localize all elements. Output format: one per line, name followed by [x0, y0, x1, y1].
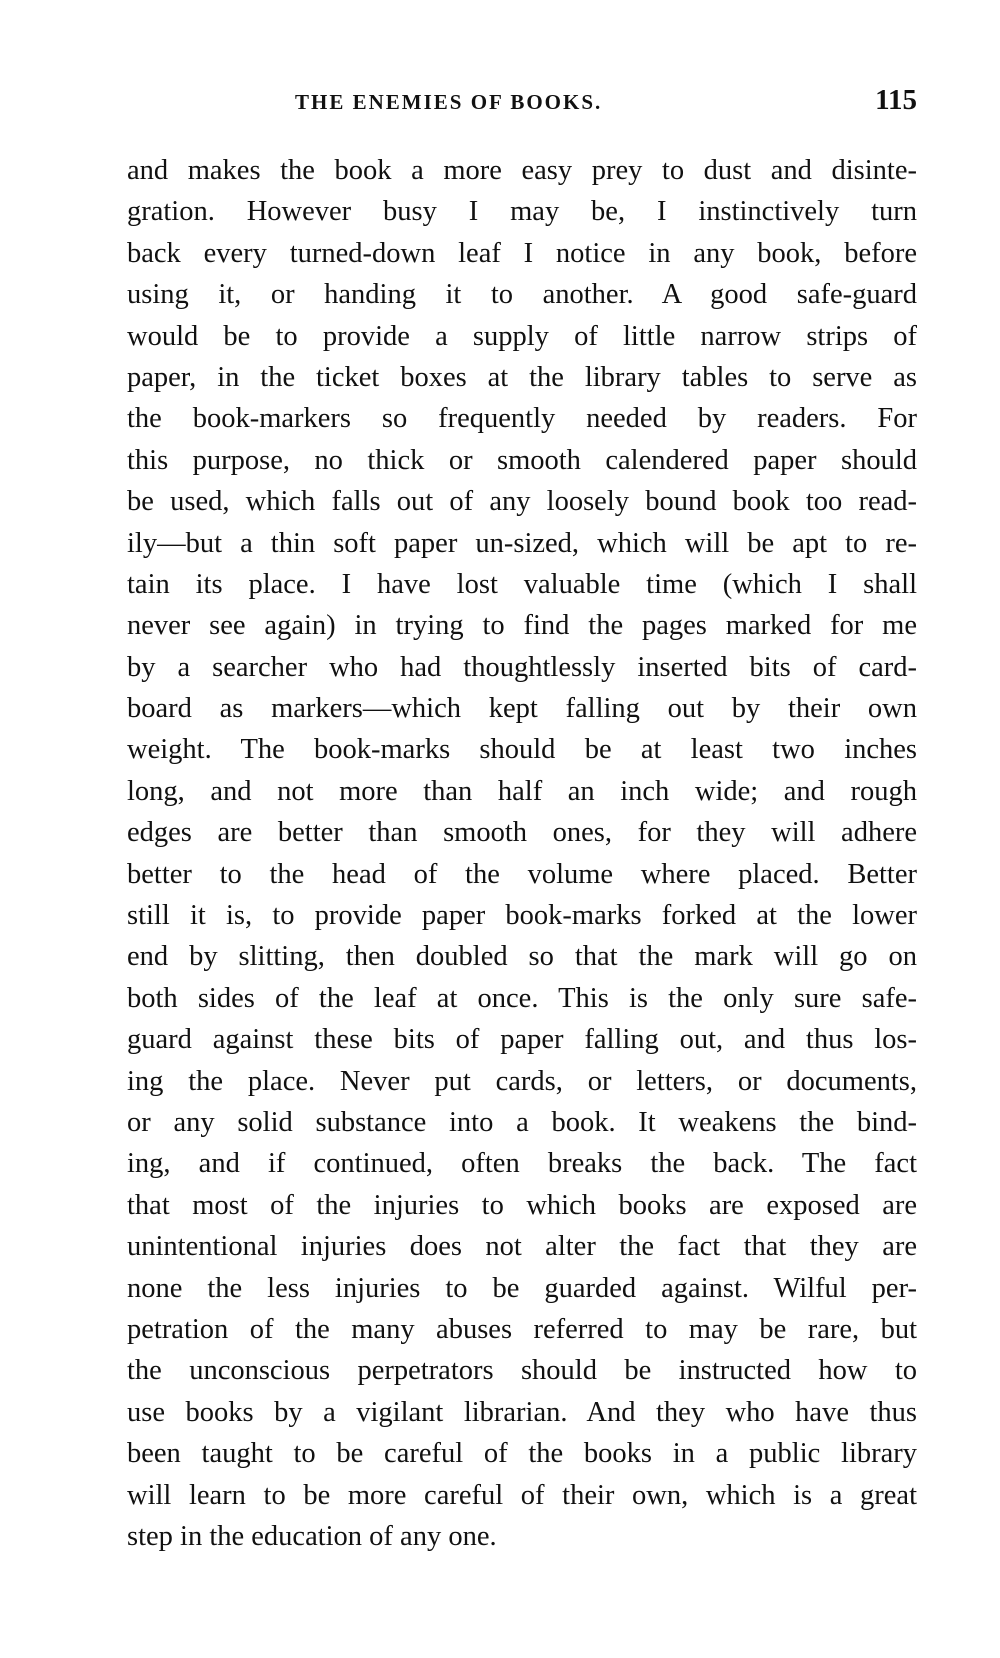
text-line: be used, which falls out of any loosely bound book too read-: [127, 486, 917, 518]
text-line: edges are better than smooth ones, for they will adhere: [127, 817, 917, 849]
text-line: use books by a vigilant librarian. And they who have thus: [127, 1396, 917, 1428]
text-line: ing the place. Never put cards, or letters, or documents,: [127, 1065, 917, 1097]
text-line: will learn to be more careful of their own, which is a great: [127, 1479, 917, 1511]
text-line: unintentional injuries does not alter the fact that they are: [127, 1231, 917, 1263]
text-line: and makes the book a more easy prey to dust and disinte-: [127, 155, 917, 186]
text-line: gration. However busy I may be, I instinctively turn: [127, 196, 917, 228]
text-line: ing, and if continued, often breaks the back. The fact: [127, 1148, 917, 1180]
page-header: [127, 84, 917, 120]
text-line: the book-markers so frequently needed by readers. For: [127, 403, 917, 435]
text-line: the unconscious perpetrators should be instructed how to: [127, 1355, 917, 1387]
text-line: been taught to be careful of the books in a public library: [127, 1438, 917, 1470]
body-text: [127, 150, 917, 1557]
text-line: still it is, to provide paper book-marks forked at the lower: [127, 900, 917, 932]
text-line: both sides of the leaf at once. This is the only sure safe-: [127, 982, 917, 1014]
text-line: board as markers—which kept falling out by their own: [127, 693, 917, 725]
text-line: or any solid substance into a book. It weakens the bind-: [127, 1106, 917, 1138]
text-line: step in the education of any one.: [127, 1520, 497, 1552]
text-line: ily—but a thin soft paper un-sized, which will be apt to re-: [127, 527, 917, 559]
text-line: better to the head of the volume where placed. Better: [127, 858, 917, 890]
text-line: guard against these bits of paper falling out, and thus los-: [127, 1024, 917, 1056]
text-line: petration of the many abuses referred to may be rare, but: [127, 1313, 917, 1345]
text-line: paper, in the ticket boxes at the library tables to serve as: [127, 361, 917, 393]
text-line: that most of the injuries to which books are exposed are: [127, 1189, 917, 1221]
running-title: THE ENEMIES OF BOOKS.: [295, 90, 603, 114]
text-line: tain its place. I have lost valuable time (which I shall: [127, 568, 917, 600]
text-line: never see again) in trying to find the pages marked for me: [127, 610, 917, 642]
text-line: end by slitting, then doubled so that the mark will go on: [127, 941, 917, 973]
text-line: back every turned-down leaf I notice in any book, before: [127, 237, 917, 269]
page-number: 115: [875, 84, 917, 116]
text-line: long, and not more than half an inch wide; and rough: [127, 775, 917, 807]
text-line: would be to provide a supply of little narrow strips of: [127, 320, 917, 352]
text-line: none the less injuries to be guarded against. Wilful per-: [127, 1272, 917, 1304]
text-line: this purpose, no thick or smooth calendered paper should: [127, 444, 917, 476]
text-line: weight. The book-marks should be at least two inches: [127, 734, 917, 766]
text-line: using it, or handing it to another. A good safe-guard: [127, 279, 917, 311]
text-line: by a searcher who had thoughtlessly inserted bits of card-: [127, 651, 917, 683]
